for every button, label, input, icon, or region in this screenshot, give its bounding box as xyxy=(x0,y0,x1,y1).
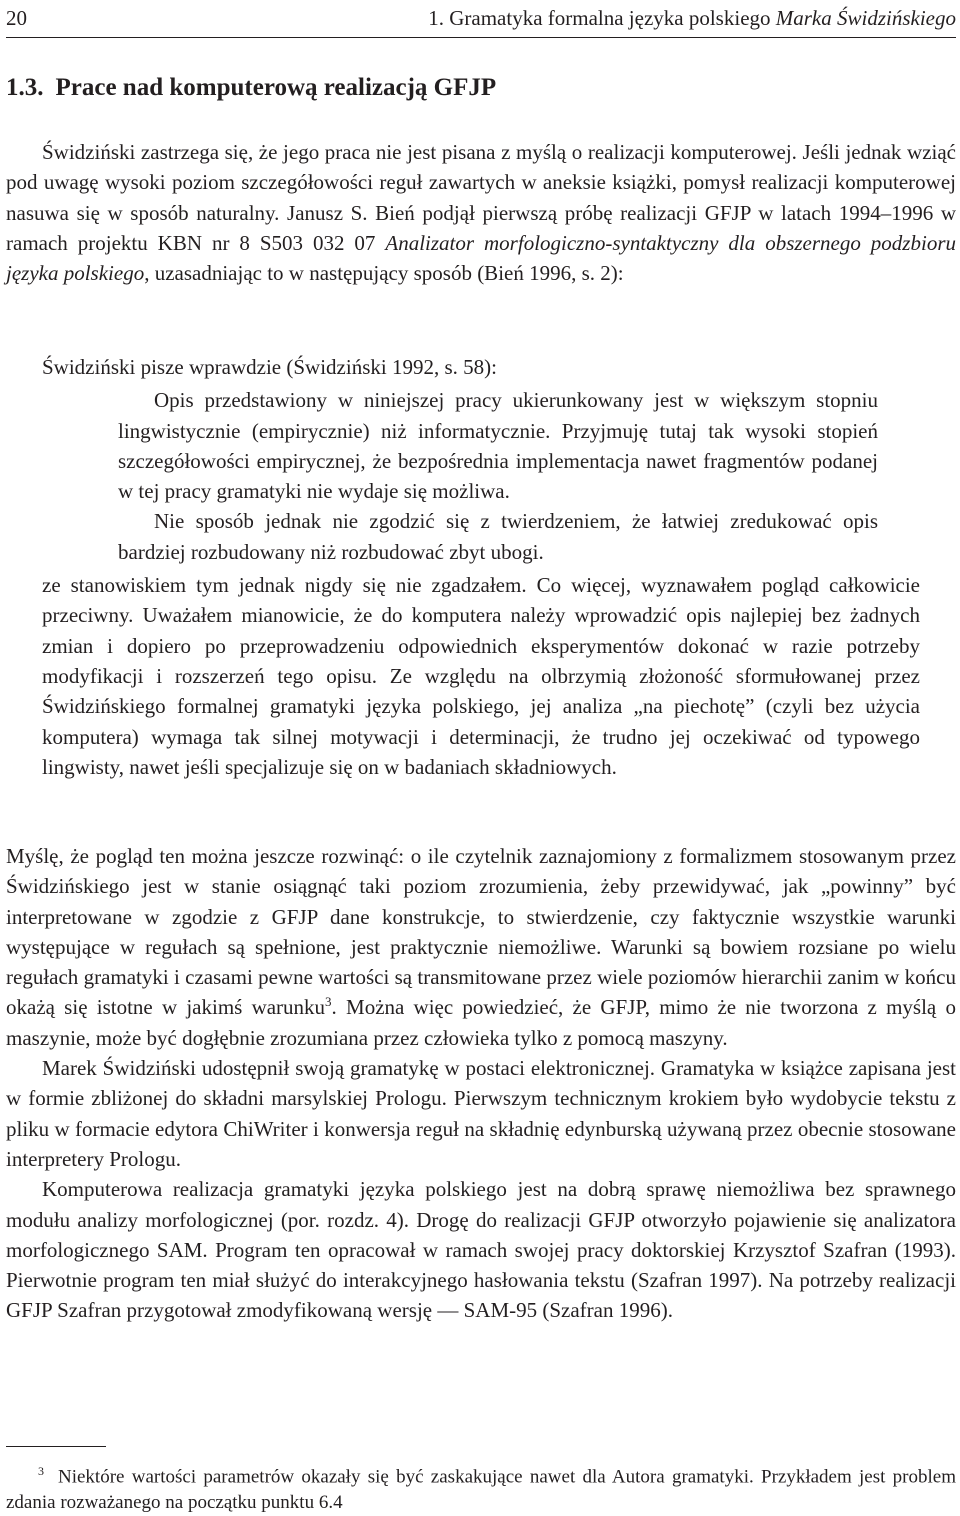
header-rule xyxy=(6,37,956,38)
nested-quote-paragraph-2: Nie sposób jednak nie zgodzić się z twierdzeniem, że łatwiej zredukować opis bardziej rozbudowany niż rozbudować zbyt ubogi. xyxy=(118,509,878,564)
footnote-reference[interactable]: 3 xyxy=(325,994,332,1010)
block-quote xyxy=(42,352,956,782)
footnote-text: Niektóre wartości parametrów okazały się być zaskakujące nawet dla Autora gramatyki. Przykładem jest problem zdania rozważanego na początku punktu 6.4 xyxy=(6,1466,956,1514)
intro-text-1: Świdziński zastrzega się, że jego praca nie jest pisana z myślą o realizacji komputerowej. Jeśli jednak wziąć pod uwagę wysoki poziom szczegółowości reguł zawartych w aneksie książki, pomysł realizacji komputerowej nasuwa się w sposób naturalny. Janusz S. Bień podjął pierwszą próbę realizacji GFJP w latach 1994–1996 w ramach projektu KBN nr 8 S503 032 07 xyxy=(6,140,956,255)
footnote xyxy=(6,1458,956,1516)
body-text xyxy=(6,841,956,1326)
body-paragraph-2: Marek Świdziński udostępnił swoją gramatykę w postaci elektronicznej. Gramatyka w książce zapisana jest w formie zbliżonej do składni marsylskiej Prologu. Pierwszym technicznym krokiem było wydobycie tekstu z pliku w formacie edytora ChiWriter i konwersja reguł na składnię edynburską używaną przez obecnie stosowane interpretery Prologu. xyxy=(6,1056,956,1171)
body-paragraph-1-text: Myślę, że pogląd ten można jeszcze rozwinąć: o ile czytelnik zaznajomiony z formalizmem stosowanym przez Świdzińskiego jest w stanie osiągnąć taki poziom zrozumienia, żeby przewidywać, jak „powinny” być interpretowane w zgodzie z GFJP dane konstrukcje, to stwierdzenie, czy faktycznie wszystkie warunki występujące w regułach są spełnione, jest praktycznie niemożliwe. Warunki są bowiem rozsiane po wielu regułach gramatyki i czasami pewne wartości są transmitowane przez wiele poziomów hierarchii zanim w końcu okażą się istotne w jakimś warunku xyxy=(6,844,956,1020)
chapter-title xyxy=(428,3,956,33)
nested-quote-paragraph-1: Opis przedstawiony w niniejszej pracy ukierunkowany jest w większym stopniu lingwistycznie (empirycznie) niż informatycznie. Przyjmuję tutaj tak wysoki stopień szczegółowości empirycznej, że bezpośrednia implementacja nawet fragmentów podanej w tej pracy gramatyki nie wydaje się możliwa. xyxy=(118,388,878,504)
page-number: 20 xyxy=(6,6,27,30)
section-heading xyxy=(6,73,496,103)
body-paragraph-1 xyxy=(6,841,956,1053)
chapter-title-prefix: 1. Gramatyka formalna języka polskiego xyxy=(428,6,776,30)
project-title: Analizator morfologiczno-syntaktyczny dla obszernego podzbioru języka polskiego xyxy=(6,230,956,286)
nested-quote xyxy=(118,385,878,567)
intro-text-2: , uzasadniając to w następujący sposób (Bień 1996, s. 2): xyxy=(144,261,624,286)
body-paragraph-3: Komputerowa realizacja gramatyki języka polskiego jest na dobrą sprawę niemożliwa bez sprawnego modułu analizy morfologicznej (por. rozdz. 4). Drogę do realizacji GFJP otworzyło pojawienie się analizatora morfologicznego SAM. Program ten opracował w ramach swojej pracy doktorskiej Krzysztof Szafran (1993). Pierwotnie program ten miał służyć do interakcyjnego hasłowania tekstu (Szafran 1997). Na potrzeby realizacji GFJP Szafran przygotował zmodyfikowaną wersję — SAM-95 (Szafran 1996). xyxy=(6,1177,956,1323)
quote-tail: ze stanowiskiem tym jednak nigdy się nie zgadzałem. Co więcej, wyznawałem pogląd całkowicie przeciwny. Uważałem mianowicie, że do komputera należy wprowadzić opis najlepiej bez żadnych zmian i dopiero po przeprowadzeniu odpowiednich eksperymentów dokonać w razie potrzeby modyfikacji i rozszerzeń tego opisu. Ze względu na olbrzymią złożoność sformułowanej przez Świdzińskiego formalnej gramatyki języka polskiego, jej analiza „na piechotę” (czyli bez użycia komputera) wymaga tak silnej motywacji i determinacji, że trudno jej oczekiwać od typowego lingwisty, nawet jeśli specjalizuje się on w badaniach składniowych. xyxy=(42,573,920,779)
chapter-title-author: Marka Świdzińskiego xyxy=(775,6,956,30)
quote-lead: Świdziński pisze wprawdzie (Świdziński 1992, s. 58): xyxy=(42,355,497,379)
footnote-rule xyxy=(6,1446,106,1447)
running-head xyxy=(6,3,956,33)
section-title: Prace nad komputerową realizacją GFJP xyxy=(55,74,497,101)
footnote-mark: 3 xyxy=(38,1464,44,1478)
intro-paragraph xyxy=(6,137,956,288)
body-paragraph-1-text-2: . Można więc powiedzieć, że GFJP, mimo że nie tworzona z myślą o maszynie, może być dogłębnie zrozumiana przez człowieka tylko z pomocą maszyny. xyxy=(6,995,956,1050)
section-number: 1.3. xyxy=(6,74,44,101)
